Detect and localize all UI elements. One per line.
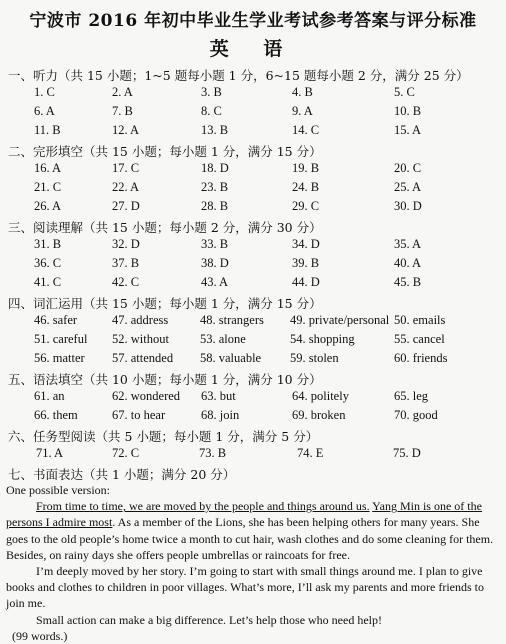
answer: 12. A	[112, 123, 140, 137]
answer: 25. A	[394, 180, 422, 194]
answer-row	[0, 275, 506, 291]
answer: 10. B	[394, 104, 422, 118]
answer: 52. without	[112, 332, 169, 346]
answer: 33. B	[201, 237, 229, 251]
answer: 58. valuable	[200, 351, 262, 365]
answer: 72. C	[112, 446, 140, 460]
answer: 64. politely	[292, 389, 349, 403]
section-1-header: 一、听力（共 15 小题；1~5 题每小题 1 分，6~15 题每小题 2 分，满分 25 分）	[8, 68, 469, 83]
answer: 40. A	[394, 256, 422, 270]
answer: 67. to hear	[112, 408, 166, 422]
answer-row	[0, 123, 506, 139]
section-7-header: 七、书面表达（共 1 小题；满分 20 分）	[8, 467, 236, 482]
answer: 18. D	[201, 161, 229, 175]
answer: 39. B	[292, 256, 320, 270]
answer-row	[0, 256, 506, 272]
essay-paragraph-1	[6, 498, 498, 563]
answer: 34. D	[292, 237, 320, 251]
answer: 41. C	[34, 275, 62, 289]
answer-row	[0, 446, 506, 462]
answer-row	[0, 85, 506, 101]
answer: 29. C	[292, 199, 320, 213]
answer: 37. B	[112, 256, 140, 270]
answer: 6. A	[34, 104, 55, 118]
answer: 51. careful	[34, 332, 88, 346]
answer: 75. D	[393, 446, 421, 460]
essay-topic-sentence: From time to time, we are moved by the people and things around us.	[36, 499, 370, 514]
answer: 11. B	[34, 123, 61, 137]
answer: 21. C	[34, 180, 62, 194]
answer-row	[0, 389, 506, 405]
answer: 2. A	[112, 85, 133, 99]
answer: 61. an	[34, 389, 65, 403]
answer: 54. shopping	[290, 332, 355, 346]
answer: 66. them	[34, 408, 78, 422]
essay	[6, 482, 498, 644]
essay-thesis: Yang Min is one of the persons I admire most	[6, 499, 482, 530]
answer: 30. D	[394, 199, 422, 213]
document-title: 宁波市 2016 年初中毕业生学业考试参考答案与评分标准	[29, 11, 477, 31]
section-5-header: 五、语法填空（共 10 小题；每小题 1 分，满分 10 分）	[8, 372, 322, 387]
answer: 42. C	[112, 275, 140, 289]
section-6-header: 六、任务型阅读（共 5 小题；每小题 1 分，满分 5 分）	[8, 429, 319, 444]
answer: 24. B	[292, 180, 320, 194]
answer: 4. B	[292, 85, 313, 99]
answer: 35. A	[394, 237, 422, 251]
answer: 70. good	[394, 408, 438, 422]
subject-heading: 英 语	[209, 38, 297, 60]
answer: 32. D	[112, 237, 140, 251]
answer: 23. B	[201, 180, 229, 194]
answer: 38. D	[201, 256, 229, 270]
answer: 15. A	[394, 123, 422, 137]
answer: 53. alone	[200, 332, 246, 346]
answer-row	[0, 180, 506, 196]
answer: 8. C	[201, 104, 222, 118]
answer: 46. safer	[34, 313, 78, 327]
answer: 16. A	[34, 161, 62, 175]
answer: 71. A	[36, 446, 64, 460]
answer: 45. B	[394, 275, 422, 289]
essay-word-count: (99 words.)	[12, 628, 68, 643]
answer-row	[0, 161, 506, 177]
answer: 27. D	[112, 199, 140, 213]
answer: 13. B	[201, 123, 229, 137]
answer: 63. but	[201, 389, 236, 403]
essay-paragraph-2: I’m deeply moved by her story. I’m going to start with small things around me. I plan to give books and clothes to children in poor villages. What’s more, I’ll ask my parents and more friends to join me.	[6, 564, 485, 611]
essay-body: . As a member of the Lions, she has been helping others for many years. She goes to the old people’s home twice a month to cut hair, wash clothes and do some cleaning for them. Besides, on rainy days she offers people umbrellas or raincoats for free.	[6, 515, 494, 562]
answer: 74. E	[297, 446, 324, 460]
answer-row	[0, 332, 506, 348]
answer: 60. friends	[394, 351, 448, 365]
answer: 28. B	[201, 199, 229, 213]
answer: 17. C	[112, 161, 140, 175]
answer: 22. A	[112, 180, 140, 194]
answer: 65. leg	[394, 389, 429, 403]
answer-row	[0, 351, 506, 367]
answer: 7. B	[112, 104, 133, 118]
answer: 59. stolen	[290, 351, 339, 365]
answer: 1. C	[34, 85, 55, 99]
answer: 9. A	[292, 104, 313, 118]
answer: 3. B	[201, 85, 222, 99]
answer: 20. C	[394, 161, 422, 175]
answer: 56. matter	[34, 351, 85, 365]
answer: 47. address	[112, 313, 169, 327]
essay-paragraph-3: Small action can make a big difference. Let’s help those who need help!	[36, 612, 382, 627]
answer: 26. A	[34, 199, 62, 213]
answer: 50. emails	[394, 313, 446, 327]
answer: 44. D	[292, 275, 320, 289]
answer-row	[0, 237, 506, 253]
answer: 55. cancel	[394, 332, 445, 346]
section-4-header: 四、词汇运用（共 15 小题；每小题 1 分，满分 15 分）	[8, 296, 322, 311]
section-2-header: 二、完形填空（共 15 小题；每小题 1 分，满分 15 分）	[8, 144, 322, 159]
answer: 43. A	[201, 275, 229, 289]
answer: 48. strangers	[200, 313, 264, 327]
answer-row	[0, 199, 506, 215]
answer: 31. B	[34, 237, 62, 251]
answer: 5. C	[394, 85, 415, 99]
answer: 62. wondered	[112, 389, 181, 403]
answer: 49. private/personal	[290, 313, 390, 327]
answer: 36. C	[34, 256, 62, 270]
section-3-header: 三、阅读理解（共 15 小题；每小题 2 分，满分 30 分）	[8, 220, 322, 235]
answer: 57. attended	[112, 351, 174, 365]
answer: 73. B	[199, 446, 227, 460]
essay-intro: One possible version:	[6, 483, 110, 497]
answer: 68. join	[201, 408, 240, 422]
answer: 14. C	[292, 123, 320, 137]
answer-row	[0, 408, 506, 424]
answer-row	[0, 104, 506, 120]
answer: 69. broken	[292, 408, 346, 422]
answer-row	[0, 313, 506, 329]
answer: 19. B	[292, 161, 320, 175]
